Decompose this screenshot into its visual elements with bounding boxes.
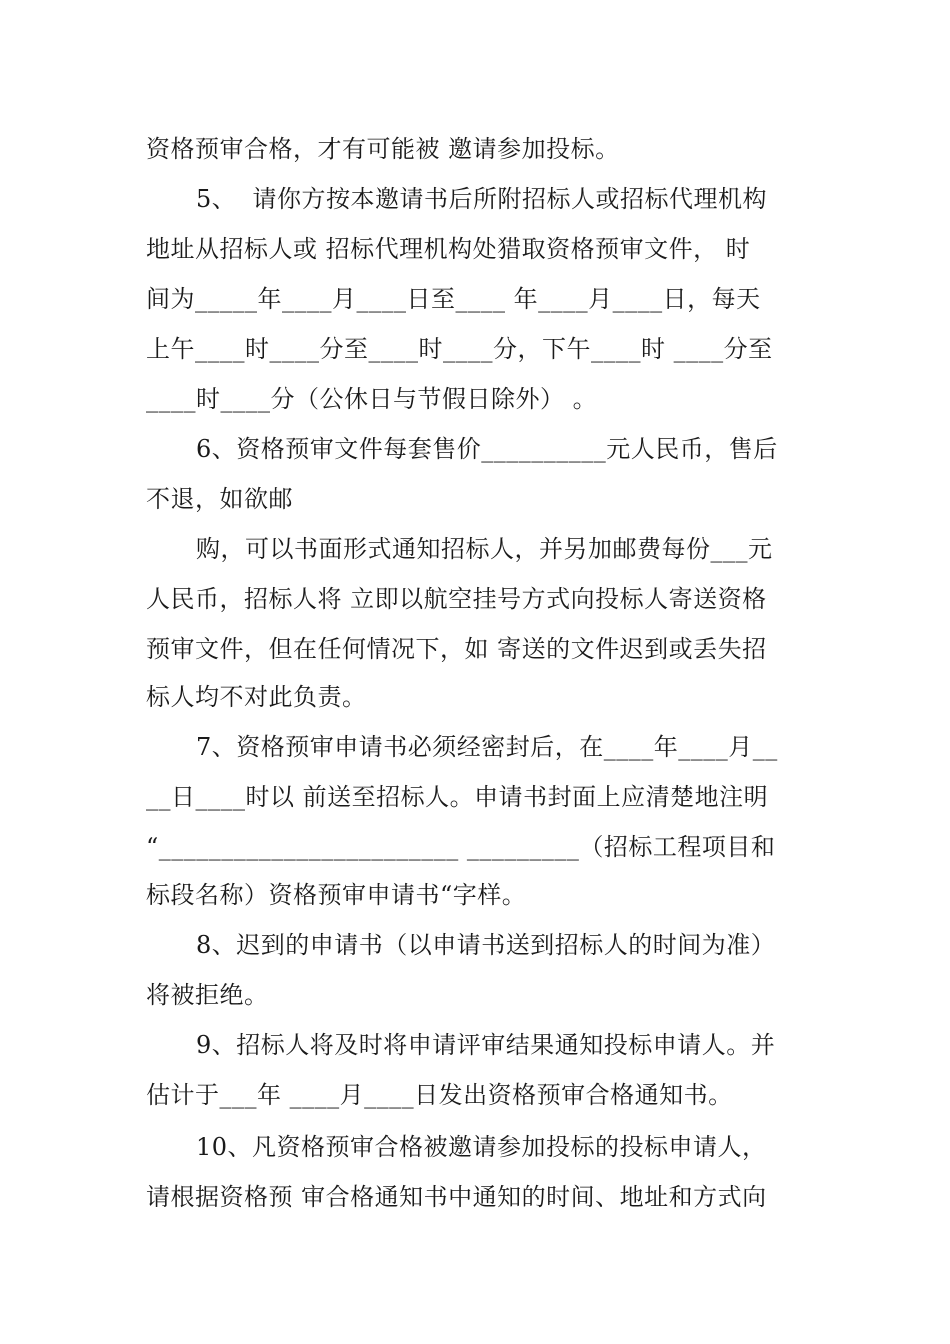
text-line: 将被拒绝。 — [146, 981, 269, 1009]
text-line: 估计于___年 ____月____日发出资格预审合格通知书。 — [146, 1081, 733, 1109]
text-line: 上午____时____分至____时____分，下午____时 ____分至 — [146, 335, 773, 363]
text-line: __日____时以 前送至招标人。申请书封面上应清楚地注明 — [146, 783, 769, 811]
text-line: 预审文件，但在任何情况下，如 寄送的文件迟到或丢失招 — [146, 635, 767, 663]
text-line: “________________________ _________（招标工程项目和 — [146, 833, 776, 861]
text-line: 8、迟到的申请书（以申请书送到招标人的时间为准） — [196, 931, 776, 959]
text-line: 间为_____年____月____日至____ 年____月____日，每天 — [146, 285, 761, 313]
text-line: 标段名称）资格预审申请书“字样。 — [146, 881, 527, 909]
text-line: 10、凡资格预审合格被邀请参加投标的投标申请人， — [196, 1133, 767, 1161]
text-line: 5、 请你方按本邀请书后所附招标人或招标代理机构 — [196, 185, 768, 213]
text-line: 购，可以书面形式通知招标人，并另加邮费每份___元 — [196, 535, 773, 563]
text-line: 7、资格预审申请书必须经密封后，在____年____月__ — [196, 733, 778, 761]
text-line: ____时____分（公休日与节假日除外） 。 — [146, 385, 598, 413]
text-line: 地址从招标人或 招标代理机构处猎取资格预审文件， 时 — [146, 235, 751, 263]
text-line: 资格预审合格，才有可能被 邀请参加投标。 — [146, 135, 620, 163]
text-line: 标人均不对此负责。 — [146, 683, 367, 711]
text-line: 6、资格预审文件每套售价__________元人民币，售后 — [196, 435, 778, 463]
text-line: 请根据资格预 审合格通知书中通知的时间、地址和方式向 — [146, 1183, 767, 1211]
text-line: 人民币，招标人将 立即以航空挂号方式向投标人寄送资格 — [146, 585, 767, 613]
text-line: 9、招标人将及时将申请评审结果通知投标申请人。并 — [196, 1031, 776, 1059]
text-line: 不退，如欲邮 — [146, 485, 293, 513]
